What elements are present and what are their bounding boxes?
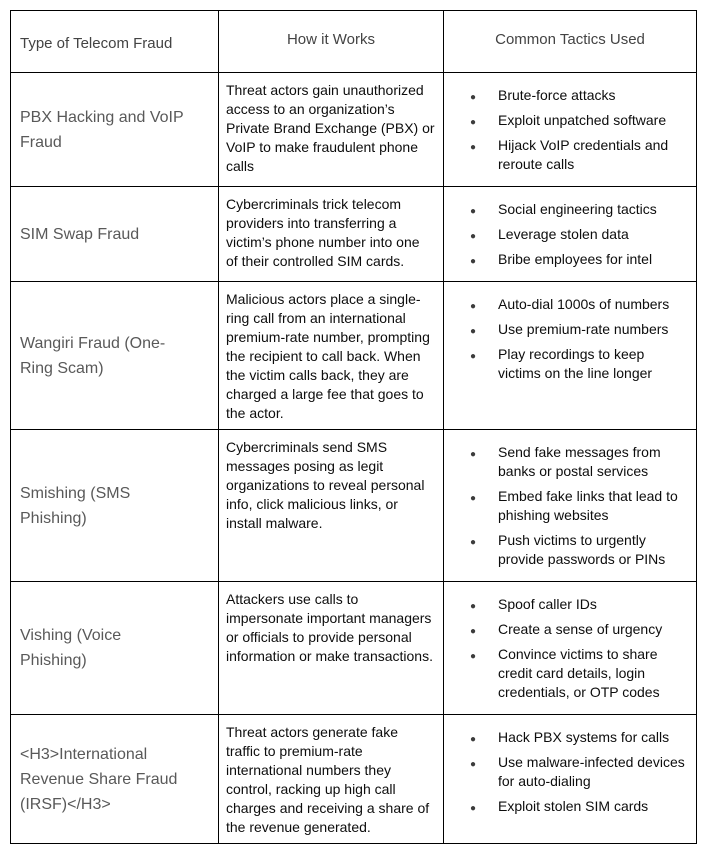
how-it-works-text: Threat actors gain unauthorized access to an organization’s Private Brand Exchange (PBX) or VoIP to make fraudulent phone calls: [226, 82, 435, 174]
bullet-icon: ●: [470, 803, 477, 814]
tactic-text: Exploit unpatched software: [498, 112, 667, 128]
tactic-text: Leverage stolen data: [498, 226, 629, 242]
fraud-type-label: PBX Hacking and VoIP Fraud: [20, 108, 184, 151]
tactic-text: Bribe employees for intel: [498, 251, 653, 267]
column-header-how-it-works: How it Works: [219, 11, 444, 73]
bullet-icon: ●: [470, 351, 477, 362]
how-it-works-text: Malicious actors place a single-ring call from an international premium-rate number, prompting the recipient to call back. When the victim calls back, they are charged a large fee that goes to the actor.: [226, 291, 430, 421]
tactic-text: Brute-force attacks: [498, 87, 616, 103]
tactic-text: Embed fake links that lead to phishing websites: [498, 488, 678, 523]
tactics-cell: [444, 430, 697, 582]
tactics-cell: [444, 282, 697, 430]
tactic-item: [469, 200, 688, 219]
table-row: [11, 187, 697, 282]
how-it-works-cell: [219, 715, 444, 844]
tactic-text: Auto-dial 1000s of numbers: [498, 296, 670, 312]
bullet-icon: ●: [470, 326, 477, 337]
tactic-item: [469, 645, 688, 702]
how-it-works-cell: [219, 282, 444, 430]
bullet-icon: ●: [470, 651, 477, 662]
table-row: [11, 715, 697, 844]
bullet-icon: ●: [470, 537, 477, 548]
how-it-works-cell: [219, 187, 444, 282]
tactic-item: [469, 620, 688, 639]
tactic-item: [469, 225, 688, 244]
bullet-icon: ●: [470, 117, 477, 128]
how-it-works-cell: [219, 73, 444, 187]
how-it-works-text: Cybercriminals trick telecom providers into transferring a victim’s phone number into one of their controlled SIM cards.: [226, 196, 420, 269]
tactic-item: [469, 753, 688, 791]
fraud-type-cell: [11, 582, 219, 715]
tactics-cell: [444, 187, 697, 282]
bullet-icon: ●: [470, 301, 477, 312]
tactic-item: [469, 111, 688, 130]
tactics-list: [444, 295, 688, 383]
tactic-text: Social engineering tactics: [498, 201, 657, 217]
tactics-list: [444, 595, 688, 702]
tactics-list: [444, 200, 688, 269]
fraud-type-cell: [11, 187, 219, 282]
tactic-item: [469, 728, 688, 747]
tactic-text: Use malware-infected devices for auto-dialing: [498, 754, 685, 789]
tactic-item: [469, 295, 688, 314]
tactic-item: [469, 320, 688, 339]
bullet-icon: ●: [470, 92, 477, 103]
table-row: [11, 430, 697, 582]
fraud-type-label: <H3>International Revenue Share Fraud (IRSF)</H3>: [20, 745, 178, 813]
tactic-text: Spoof caller IDs: [498, 596, 597, 612]
tactic-text: Hack PBX systems for calls: [498, 729, 670, 745]
fraud-type-cell: [11, 73, 219, 187]
how-it-works-text: Attackers use calls to impersonate important managers or officials to provide personal information or make transactions.: [226, 591, 433, 664]
tactic-item: [469, 250, 688, 269]
how-it-works-cell: [219, 582, 444, 715]
fraud-type-label: SIM Swap Fraud: [20, 225, 140, 243]
bullet-icon: ●: [470, 231, 477, 242]
table-row: [11, 282, 697, 430]
tactic-text: Convince victims to share credit card details, login credentials, or OTP codes: [498, 646, 660, 700]
telecom-fraud-table: [10, 10, 697, 844]
tactic-text: Exploit stolen SIM cards: [498, 798, 649, 814]
fraud-type-cell: [11, 282, 219, 430]
how-it-works-text: Cybercriminals send SMS messages posing as legit organizations to reveal personal info, click malicious links, or install malware.: [226, 439, 425, 531]
how-it-works-text: Threat actors generate fake traffic to premium-rate international numbers they control, racking up high call charges and receiving a share of the revenue generated.: [226, 724, 430, 835]
table-row: [11, 582, 697, 715]
column-header-common-tactics: Common Tactics Used: [444, 11, 697, 73]
fraud-type-cell: [11, 430, 219, 582]
tactics-list: [444, 86, 688, 174]
fraud-type-label: Smishing (SMS Phishing): [20, 484, 131, 527]
table-body: [11, 73, 697, 844]
tactic-item: [469, 86, 688, 105]
tactic-item: [469, 345, 688, 383]
how-it-works-cell: [219, 430, 444, 582]
tactic-item: [469, 531, 688, 569]
fraud-type-label: Vishing (Voice Phishing): [20, 627, 122, 669]
tactics-list: [444, 443, 688, 569]
bullet-icon: ●: [470, 759, 477, 770]
tactic-text: Create a sense of urgency: [498, 621, 663, 637]
tactic-text: Play recordings to keep victims on the line longer: [498, 346, 653, 381]
bullet-icon: ●: [470, 206, 477, 217]
bullet-icon: ●: [470, 493, 477, 504]
column-header-fraud-type: Type of Telecom Fraud: [11, 11, 219, 73]
tactic-text: Send fake messages from banks or postal services: [498, 444, 661, 479]
fraud-type-cell: [11, 715, 219, 844]
bullet-icon: ●: [470, 601, 477, 612]
header-row: [11, 11, 697, 73]
tactics-cell: [444, 582, 697, 715]
tactic-item: [469, 136, 688, 174]
tactic-text: Push victims to urgently provide passwords or PINs: [498, 532, 666, 567]
tactic-item: [469, 595, 688, 614]
tactics-list: [444, 728, 688, 816]
tactic-item: [469, 797, 688, 816]
bullet-icon: ●: [470, 626, 477, 637]
tactic-text: Use premium-rate numbers: [498, 321, 669, 337]
tactic-text: Hijack VoIP credentials and reroute calls: [498, 137, 669, 172]
bullet-icon: ●: [470, 449, 477, 460]
tactic-item: [469, 443, 688, 481]
bullet-icon: ●: [470, 256, 477, 267]
table-row: [11, 73, 697, 187]
tactic-item: [469, 487, 688, 525]
bullet-icon: ●: [470, 734, 477, 745]
fraud-type-label: Wangiri Fraud (One-Ring Scam): [20, 334, 166, 377]
bullet-icon: ●: [470, 142, 477, 153]
tactics-cell: [444, 73, 697, 187]
tactics-cell: [444, 715, 697, 844]
